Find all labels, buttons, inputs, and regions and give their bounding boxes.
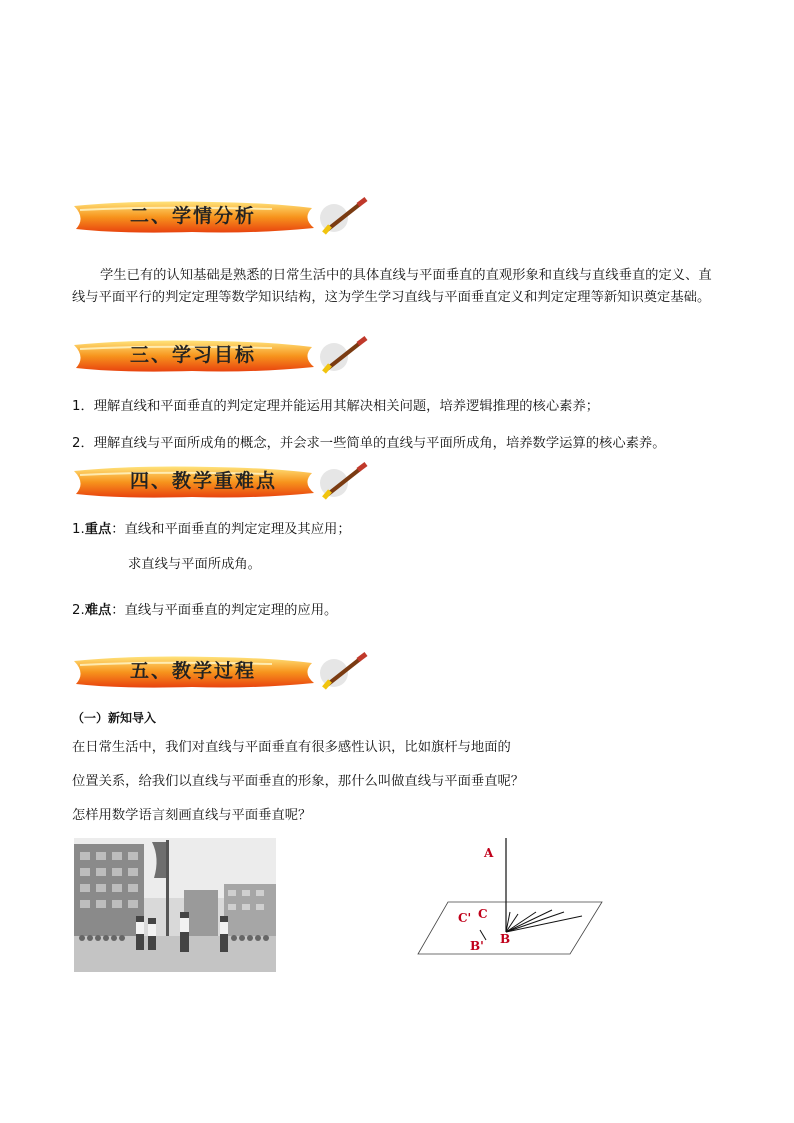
difficult-point-line [72, 599, 337, 618]
section-title: 三、学习目标 [130, 344, 257, 366]
analysis-paragraph: 学生已有的认知基础是熟悉的日常生活中的具体直线与平面垂直的直观形象和直线与直线垂直的定义、直线与平面平行的判定定理等数学知识结构，这为学生学习直线与平面垂直定义和判定定理等新知识奠定基础。 [72, 268, 712, 305]
section-title: 五、教学过程 [130, 660, 257, 682]
key-point-line-2: 求直线与平面所成角。 [128, 557, 261, 572]
label-b-prime: B' [470, 939, 484, 953]
perpendicular-line-plane-diagram [414, 836, 606, 960]
key-point-line [72, 518, 351, 537]
process-line-1: 在日常生活中，我们对直线与平面垂直有很多感性认识，比如旗杆与地面的 [72, 740, 511, 755]
key-prefix: 1. [72, 522, 85, 537]
key-text: ：直线和平面垂直的判定定理及其应用； [111, 522, 351, 537]
plane-parallelogram [418, 902, 602, 954]
section-title: 二、学情分析 [130, 205, 257, 227]
process-line-3: 怎样用数学语言刻画直线与平面垂直呢？ [72, 808, 312, 823]
section-title: 四、教学重难点 [130, 470, 278, 492]
process-subheading: （一）新知导入 [72, 711, 157, 725]
difficult-prefix: 2. [72, 603, 85, 618]
goal-item-2: 2．理解直线与平面所成角的概念，并会求一些简单的直线与平面所成角，培养数学运算的核心素养。 [72, 436, 666, 451]
section-banner-3 [72, 335, 372, 379]
difficult-text: ：直线与平面垂直的判定定理的应用。 [111, 603, 338, 618]
label-c: C [478, 907, 488, 921]
section-banner-5 [72, 651, 372, 695]
section-banner-4 [72, 461, 372, 505]
section-banner-2 [72, 196, 372, 240]
process-line-2: 位置关系，给我们以直线与平面垂直的形象，那什么叫做直线与平面垂直呢？ [72, 774, 525, 789]
label-a: A [484, 846, 494, 860]
label-c-prime: C' [458, 911, 472, 925]
label-b: B [500, 932, 511, 946]
key-label: 重点 [84, 522, 112, 537]
goal-item-1: 1．理解直线和平面垂直的判定定理并能运用其解决相关问题，培养逻辑推理的核心素养； [72, 399, 600, 414]
difficult-label: 难点 [84, 603, 112, 618]
flagpole-photo [74, 838, 276, 972]
